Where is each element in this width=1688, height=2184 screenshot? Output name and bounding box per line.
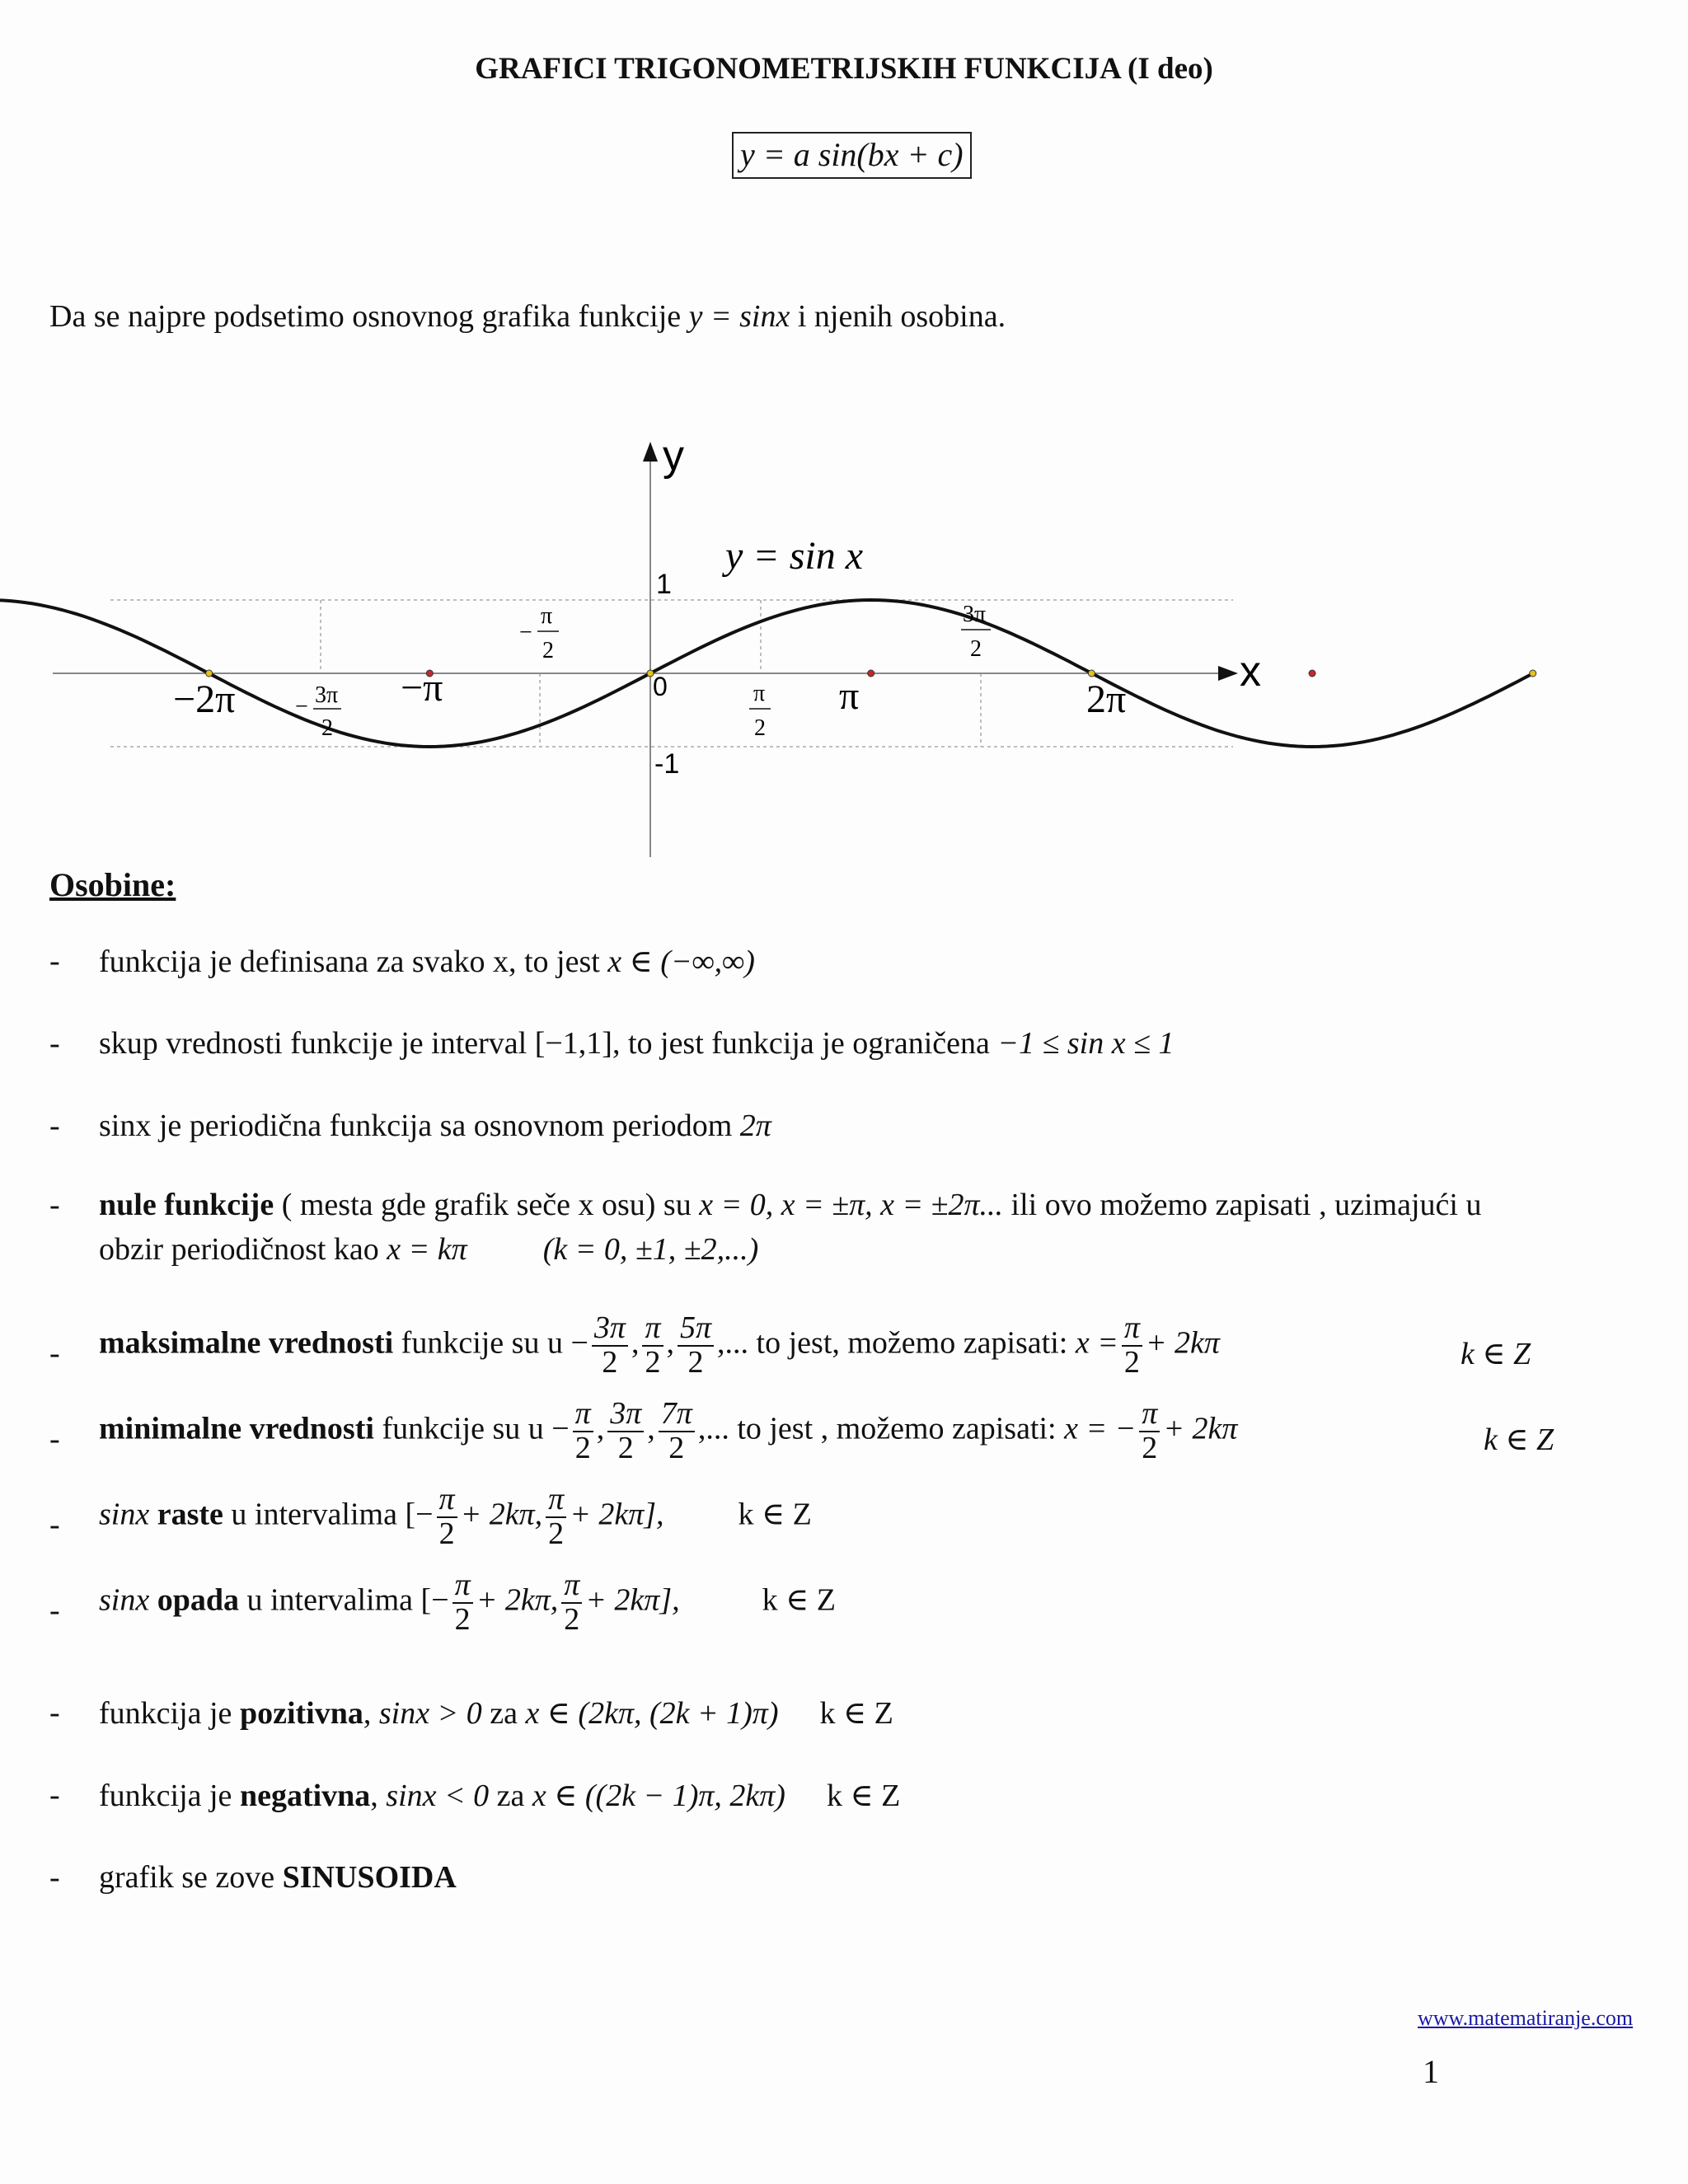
svg-text:π: π (753, 681, 766, 706)
property-maxima: maksimalne vrednosti funkcije su u − $\frac{3\pi}{2}$ , $\frac{\pi}{2}$ , $\frac{5\pi}{2}$ ,... to jest, možemo zapisati: x = $\frac{\pi}{2}$ + 2kπ (99, 1310, 1220, 1380)
property-increasing: sinx raste u intervalima [− $\frac{\pi}{2}$ + 2kπ, $\frac{\pi}{2}$ + 2kπ], k ∈ Z (99, 1482, 812, 1551)
bullet: - (49, 1108, 60, 1143)
property-period: sinx je periodična funkcija sa osnovnom periodom 2π (99, 1108, 771, 1143)
property-domain: funkcija je definisana za svako x, to jest x ∈ (−∞,∞) (99, 944, 755, 979)
bullet: - (49, 1188, 60, 1222)
property-negative: funkcija je negativna, sinx < 0 za x ∈ ((2k − 1)π, 2kπ) k ∈ Z (99, 1779, 901, 1813)
bullet: - (49, 944, 60, 978)
property-decreasing: sinx opada u intervalima [− $\frac{\pi}{2}$ + 2kπ, $\frac{\pi}{2}$ + 2kπ], k ∈ Z (99, 1568, 836, 1637)
tick-minus-pi-2 (519, 603, 559, 663)
properties-heading: Osobine: (49, 866, 176, 903)
property-minima: minimalne vrednosti funkcije su u − $\frac{\pi}{2}$ , $\frac{3\pi}{2}$ , $\frac{7\pi}{2}$ ,... to jest , možemo zapisati: x = − $\frac{\pi}{2}$ + 2kπ (99, 1396, 1238, 1465)
svg-text:2: 2 (542, 638, 554, 663)
curve-point (1530, 670, 1536, 677)
y-minus-one-label: -1 (654, 748, 680, 780)
curve-label: y = sin x (725, 534, 864, 578)
minima-k-in-z: k ∈ Z (1484, 1422, 1554, 1457)
property-range: skup vrednosti funkcije je interval [−1,1], to jest funkcija je ograničena −1 ≤ sin x ≤ 1 (99, 1026, 1175, 1061)
svg-text:π: π (541, 603, 553, 629)
page-title: GRAFICI TRIGONOMETRIJSKIH FUNKCIJA (I deo) (475, 52, 1213, 86)
tick-3pi-2 (961, 602, 991, 662)
tick-pi-2 (749, 681, 771, 741)
x-axis-arrow (1218, 666, 1238, 681)
tick-minus-pi: −π (401, 666, 443, 710)
x-axis-label: x (1240, 648, 1261, 696)
bullet: - (49, 1422, 60, 1456)
bullet: - (49, 1695, 60, 1730)
property-zeros: nule funkcije ( mesta gde grafik seče x osu) su x = 0, x = ±π, x = ±2π... ili ovo možemo zapisati , uzimajući u (99, 1188, 1482, 1222)
bullet: - (49, 1778, 60, 1812)
curve-point (868, 670, 874, 677)
website-link[interactable]: www.matematiranje.com (1418, 2006, 1634, 2030)
property-name: grafik se zove SINUSOIDA (99, 1860, 457, 1895)
property-zeros-cont: obzir periodičnost kao x = kπ (k = 0, ±1, ±2,...) (99, 1232, 759, 1267)
bullet: - (49, 1336, 60, 1371)
maxima-k-in-z: k ∈ Z (1461, 1337, 1531, 1371)
svg-text:3π: 3π (315, 682, 339, 708)
intro-paragraph: Da se najpre podsetimo osnovnog grafika funkcije y = sinx i njenih osobina. (49, 299, 1006, 334)
curve-point (206, 670, 213, 677)
svg-text:−: − (519, 620, 532, 645)
bullet: - (49, 1026, 60, 1061)
origin-label: 0 (653, 672, 668, 701)
svg-text:2: 2 (321, 715, 333, 741)
curve-point (1088, 670, 1095, 677)
general-formula-box: y = a sin(bx + c) (732, 132, 972, 179)
property-positive: funkcija je pozitivna, sinx > 0 za x ∈ (2kπ, (2k + 1)π) k ∈ Z (99, 1696, 893, 1731)
y-axis-label: y (663, 432, 684, 480)
tick-minus-2pi: −2π (173, 677, 236, 721)
svg-text:2: 2 (754, 715, 766, 741)
y-one-label: 1 (656, 569, 672, 600)
svg-text:3π: 3π (963, 602, 987, 627)
bullet: - (49, 1593, 60, 1628)
tick-2pi: 2π (1086, 677, 1127, 721)
tick-pi: π (839, 674, 860, 718)
bullet: - (49, 1507, 60, 1542)
curve-point (1309, 670, 1315, 677)
page-number: 1 (1423, 2053, 1439, 2090)
svg-text:−: − (295, 694, 308, 719)
svg-text:2: 2 (970, 636, 982, 662)
sine-graph (0, 429, 1688, 874)
y-axis-arrow (643, 442, 658, 462)
bullet: - (49, 1860, 60, 1895)
